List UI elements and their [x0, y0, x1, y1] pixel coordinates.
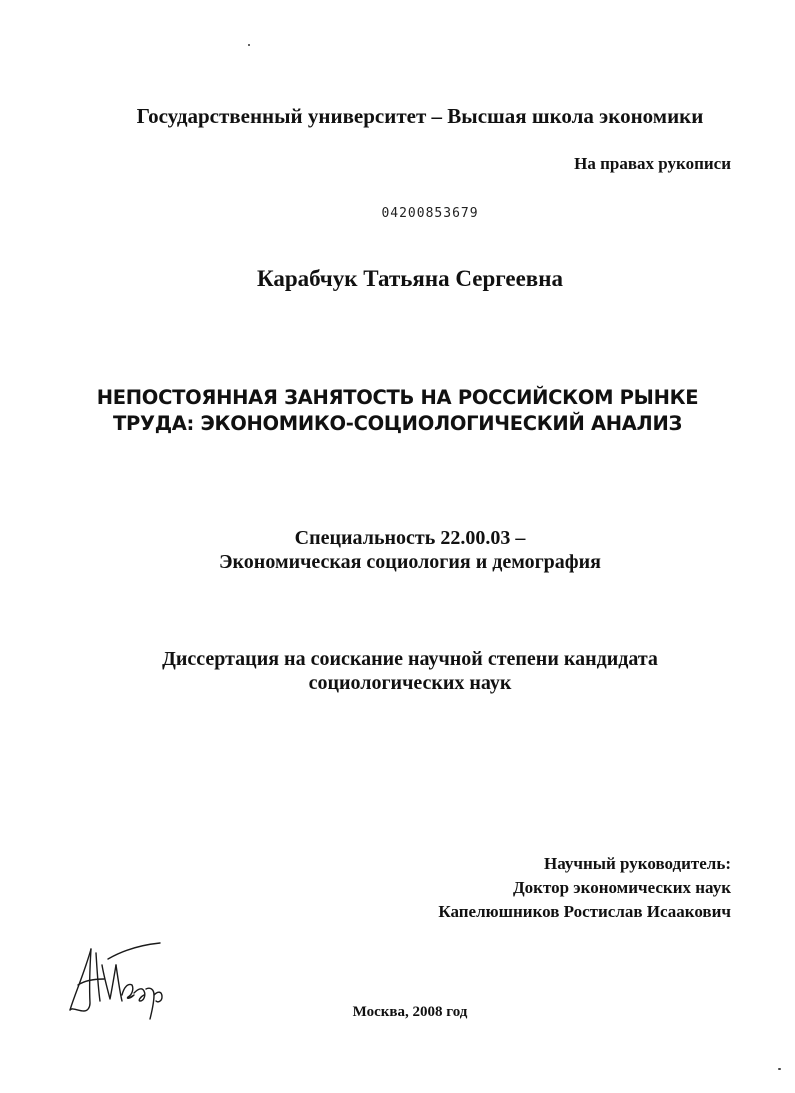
- degree-line: социологических наук: [308, 672, 512, 694]
- supervisor-name: Капелюшников Ростислав Исаакович: [438, 902, 731, 921]
- thesis-title: [0, 385, 795, 437]
- thesis-title-line: ТРУДА: ЭКОНОМИКО-СОЦИОЛОГИЧЕСКИЙ АНАЛИЗ: [112, 412, 683, 435]
- supervisor-degree: Доктор экономических наук: [512, 878, 731, 897]
- place-year: Москва, 2008 год: [352, 1004, 468, 1020]
- specialty-line: Экономическая социология и демография: [218, 551, 601, 573]
- degree-statement: [20, 647, 795, 695]
- specialty: [20, 526, 795, 574]
- degree-line: Диссертация на соискание научной степени кандидата: [162, 648, 658, 670]
- university-name: Государственный университет – Высшая школа экономики: [136, 104, 704, 128]
- scan-speck: [778, 1068, 781, 1070]
- supervisor-block: [438, 852, 731, 924]
- author-name: Карабчук Татьяна Сергеевна: [257, 266, 563, 291]
- specialty-line: Специальность 22.00.03 –: [294, 527, 526, 549]
- supervisor-label: Научный руководитель:: [544, 854, 731, 873]
- thesis-title-line: НЕПОСТОЯННАЯ ЗАНЯТОСТЬ НА РОССИЙСКОМ РЫНКЕ: [96, 386, 699, 409]
- archive-code: 04200853679: [381, 206, 479, 221]
- scan-speck: [248, 44, 250, 46]
- manuscript-note: На правах рукописи: [574, 154, 731, 173]
